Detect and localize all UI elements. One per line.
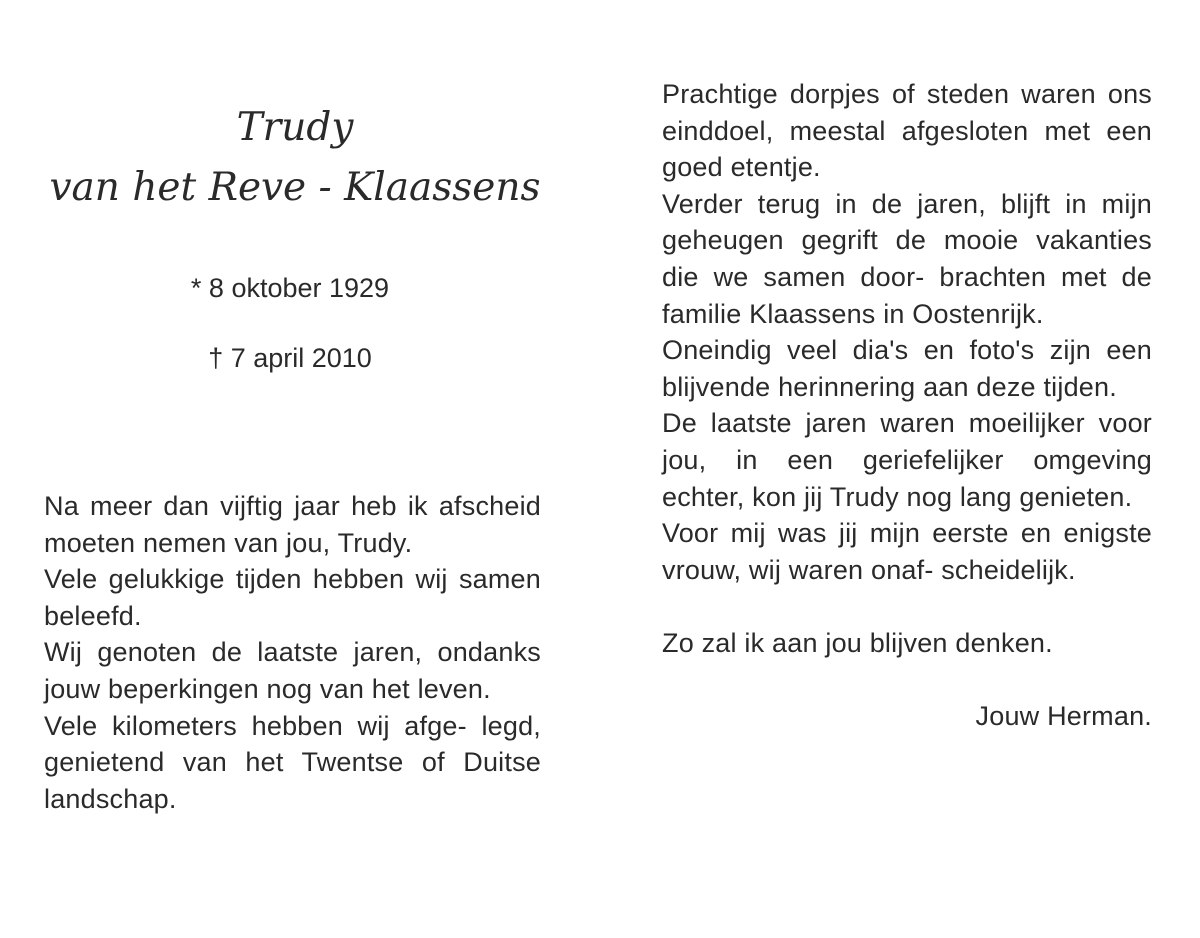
paragraph: Wij genoten de laatste jaren, ondanks jouw beperkingen nog van het leven. <box>44 637 541 704</box>
paragraph: De laatste jaren waren moeilijker voor jou, in een geriefelijker omgeving echter, kon jij Trudy nog lang genieten. <box>662 408 1152 512</box>
signature: Jouw Herman. <box>975 701 1152 732</box>
deceased-first-name: Trudy <box>236 105 354 150</box>
left-text-column <box>44 488 541 817</box>
paragraph: Oneindig veel dia's en foto's zijn een blijvende herinnering aan deze tijden. <box>662 335 1152 402</box>
paragraph: Voor mij was jij mijn eerste en enigste vrouw, wij waren onaf- scheidelijk. <box>662 518 1152 585</box>
paragraph: Na meer dan vijftig jaar heb ik afscheid moeten nemen van jou, Trudy. <box>44 491 541 558</box>
closing-line: Zo zal ik aan jou blijven denken. <box>662 627 1053 658</box>
paragraph: Vele gelukkige tijden hebben wij samen beleefd. <box>44 564 541 631</box>
paragraph-spacer <box>662 588 1152 625</box>
right-text-column <box>662 76 1152 735</box>
paragraph: Verder terug in de jaren, blijft in mijn geheugen gegrift de mooie vakanties die we samen door- brachten met de familie Klaassens in Oostenrijk. <box>662 188 1152 329</box>
paragraph: Prachtige dorpjes of steden waren ons einddoel, meestal afgesloten met een goed etentje. <box>662 79 1152 183</box>
paragraph-spacer <box>662 662 1152 699</box>
paragraph: Vele kilometers hebben wij afge- legd, genietend van het Twentse of Duitse landschap. <box>44 710 541 814</box>
birth-date: * 8 oktober 1929 <box>190 273 390 303</box>
death-date: † 7 april 2010 <box>208 343 372 373</box>
deceased-full-name: van het Reve - Klaassens <box>49 165 541 210</box>
